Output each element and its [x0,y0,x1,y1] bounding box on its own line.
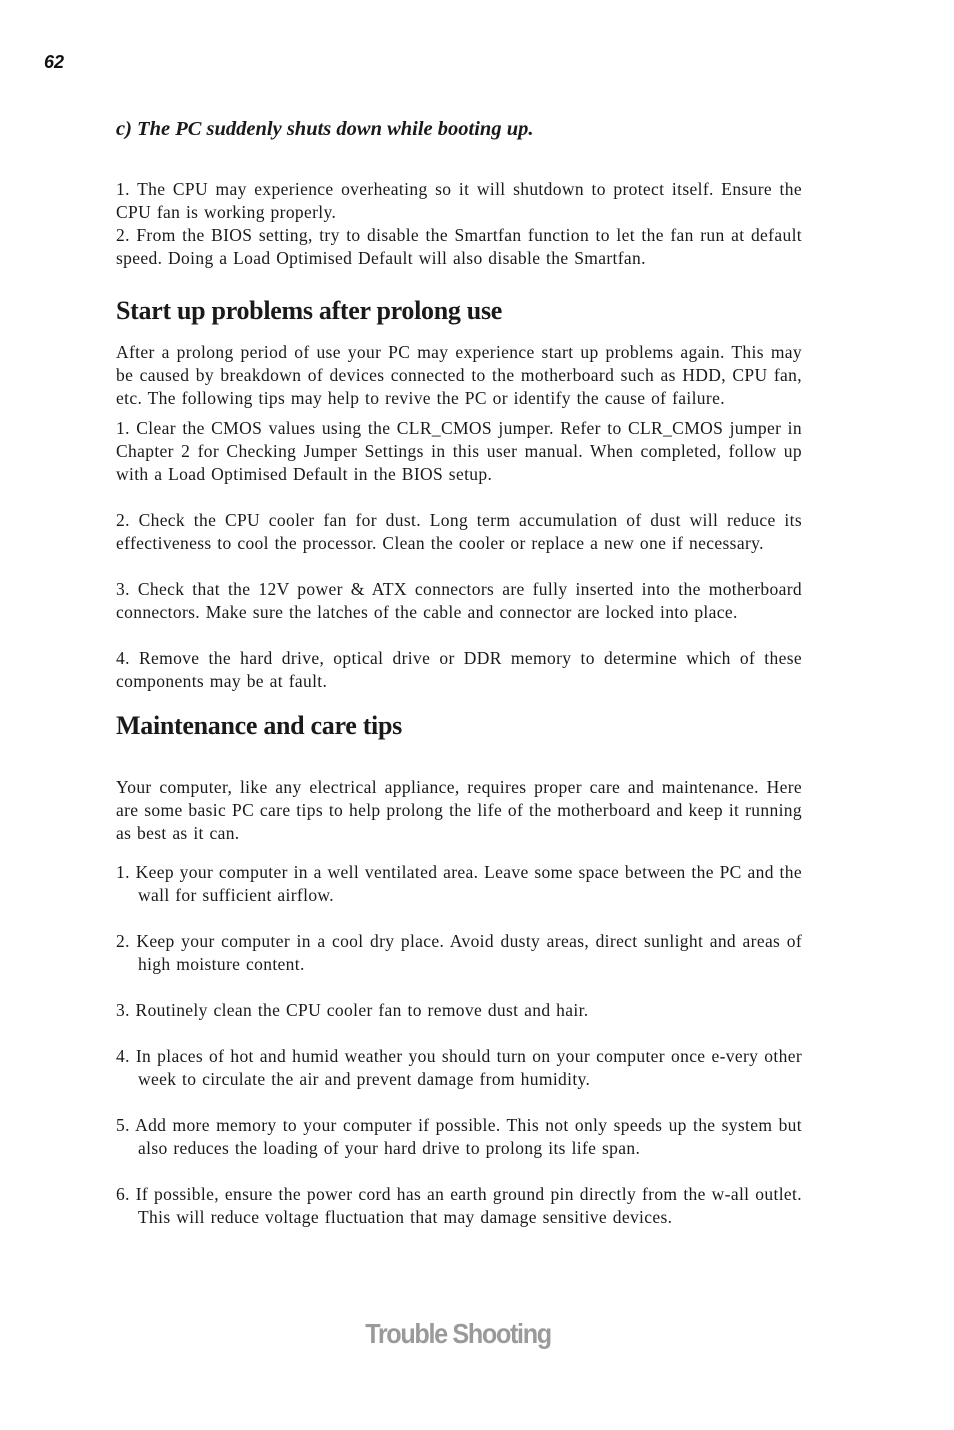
maintenance-tip-5: 5. Add more memory to your computer if possible. This not only speeds up the system but also reduces the loading of your hard drive to prolong its life span. [116,1115,802,1158]
section-c-title: c) The PC suddenly shuts down while booting up. [116,118,534,140]
maintenance-intro: Your computer, like any electrical appliance, requires proper care and maintenance. Here are some basic PC care tips to help prolong the life of the motherboard and keep it running as best as it can. [116,777,802,843]
footer-section-title: Trouble Shooting [365,1318,551,1349]
maintenance-heading: Maintenance and care tips [116,711,402,740]
maintenance-tip-2: 2. Keep your computer in a cool dry place. Avoid dusty areas, direct sunlight and areas of high moisture content. [116,931,802,974]
section-c-paragraph-2: 2. From the BIOS setting, try to disable the Smartfan function to let the fan run at default speed. Doing a Load Optimised Default will also disable the Smartfan. [116,225,802,268]
startup-tip-1: 1. Clear the CMOS values using the CLR_CMOS jumper. Refer to CLR_CMOS jumper in Chapter 2 for Checking Jumper Settings in this user manual. When completed, follow up with a Load Optimised Default in the BIOS setup. [116,418,802,484]
page-content [116,116,802,1229]
startup-intro: After a prolong period of use your PC may experience start up problems again. This may be caused by breakdown of devices connected to the motherboard such as HDD, CPU fan, etc. The following tips may help to revive the PC or identify the cause of failure. [116,342,802,408]
startup-tip-3: 3. Check that the 12V power & ATX connectors are fully inserted into the motherboard connectors. Make sure the latches of the cable and connector are locked into place. [116,579,802,622]
page-number: 62 [44,52,65,72]
maintenance-tip-3: 3. Routinely clean the CPU cooler fan to remove dust and hair. [116,1000,589,1020]
startup-tip-2: 2. Check the CPU cooler fan for dust. Long term accumulation of dust will reduce its effectiveness to cool the processor. Clean the cooler or replace a new one if necessary. [116,510,802,553]
maintenance-tip-6: 6. If possible, ensure the power cord has an earth ground pin directly from the w-all outlet. This will reduce voltage fluctuation that may damage sensitive devices. [116,1184,802,1227]
maintenance-tip-4: 4. In places of hot and humid weather you should turn on your computer once e-very other week to circulate the air and prevent damage from humidity. [116,1046,802,1089]
startup-tip-4: 4. Remove the hard drive, optical drive or DDR memory to determine which of these components may be at fault. [116,648,802,691]
section-c-paragraph-1: 1. The CPU may experience overheating so it will shutdown to protect itself. Ensure the CPU fan is working properly. [116,179,802,222]
maintenance-tip-1: 1. Keep your computer in a well ventilated area. Leave some space between the PC and the wall for sufficient airflow. [116,862,802,905]
startup-heading: Start up problems after prolong use [116,296,503,325]
